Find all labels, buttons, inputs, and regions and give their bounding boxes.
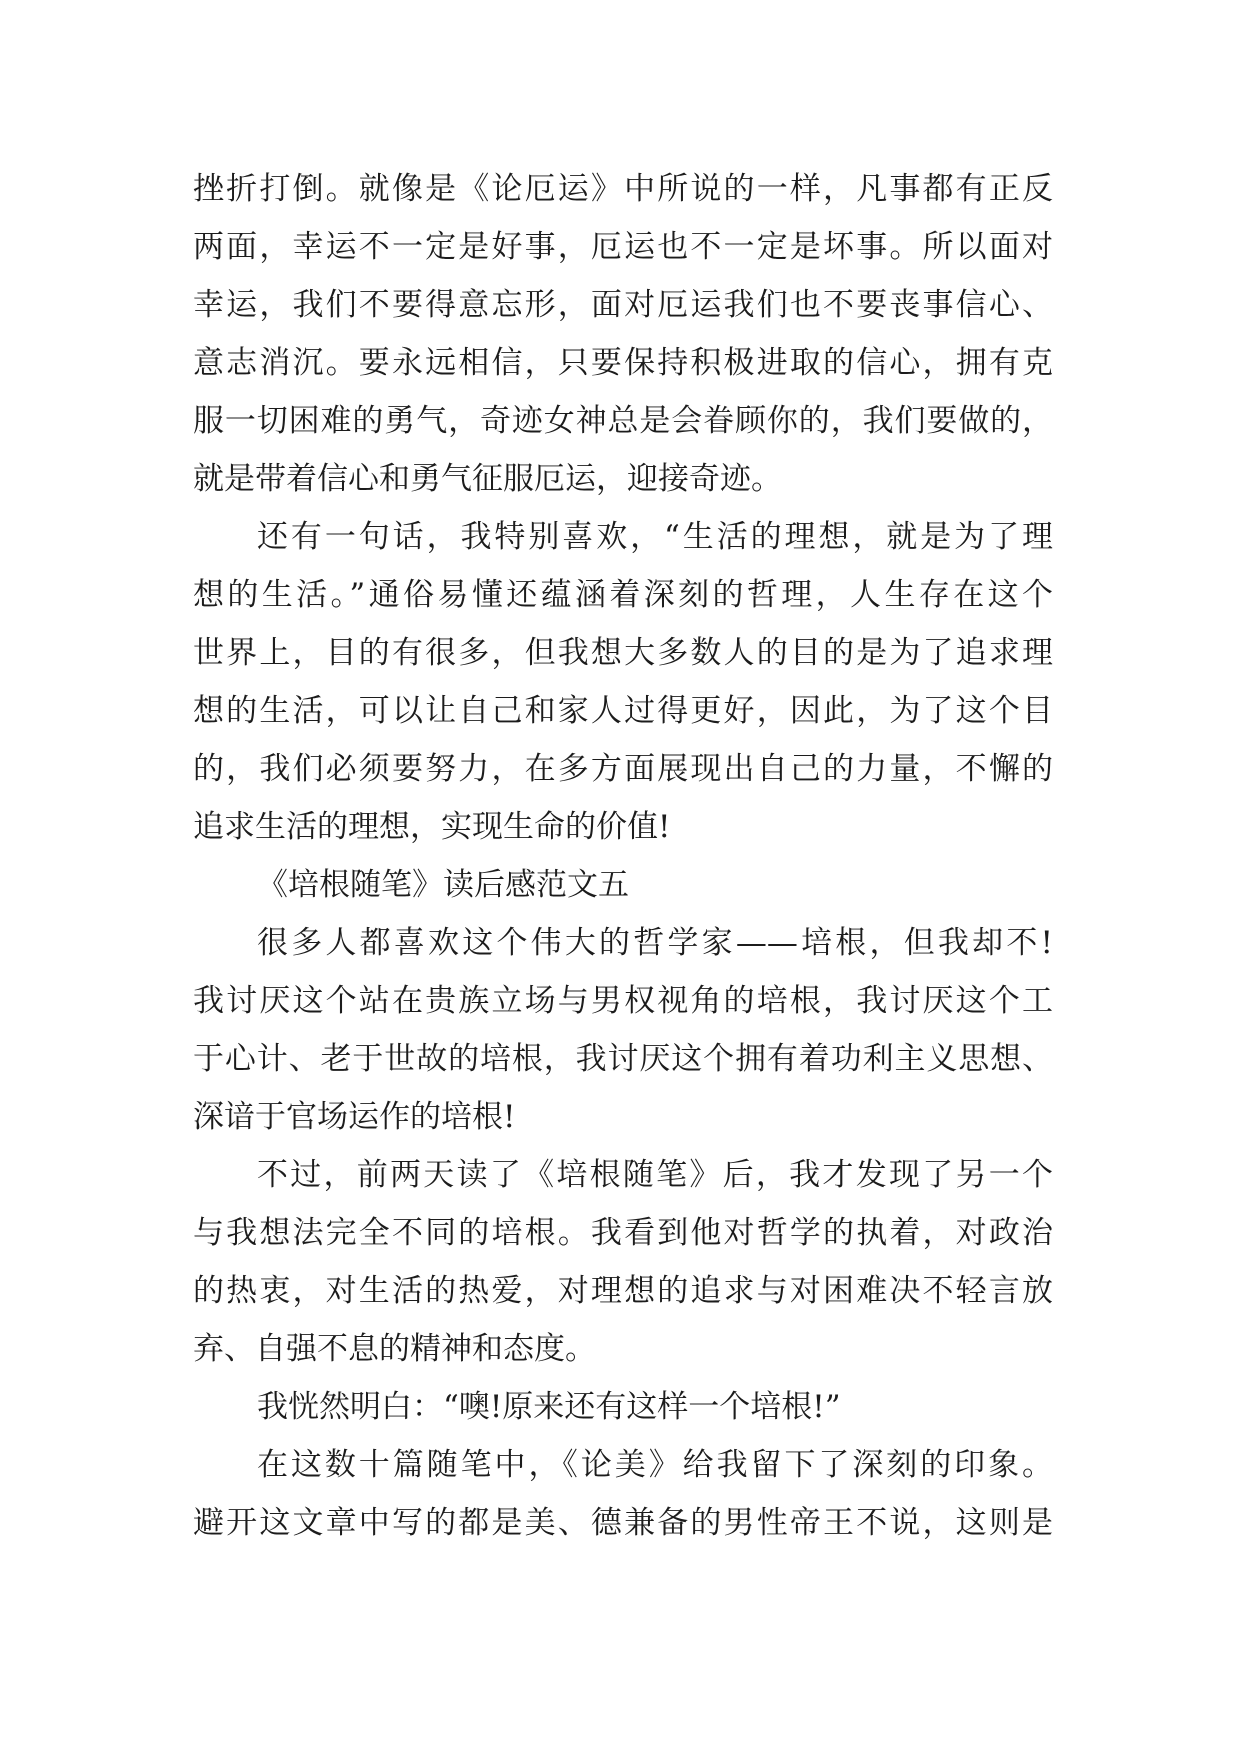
text-line: 想的生活。”通俗易懂还蕴涵着深刻的哲理，人生存在这个 <box>193 577 1053 613</box>
text-line: 深谙于官场运作的培根! <box>193 1099 516 1135</box>
text-line: 想的生活，可以让自己和家人过得更好，因此，为了这个目 <box>193 693 1053 729</box>
paragraph-start-line: 不过，前两天读了《培根随笔》后，我才发现了另一个 <box>257 1157 1053 1193</box>
text-line: 的热衷，对生活的热爱，对理想的追求与对困难决不轻言放 <box>193 1273 1053 1309</box>
text-line: 与我想法完全不同的培根。我看到他对哲学的执着，对政治 <box>193 1215 1053 1251</box>
text-line: 我讨厌这个站在贵族立场与男权视角的培根，我讨厌这个工 <box>193 983 1053 1019</box>
text-line: 幸运，我们不要得意忘形，面对厄运我们也不要丧事信心、 <box>193 287 1053 323</box>
text-line: 服一切困难的勇气，奇迹女神总是会眷顾你的，我们要做的， <box>193 403 1053 439</box>
text-line: 的，我们必须要努力，在多方面展现出自己的力量，不懈的 <box>193 751 1053 787</box>
text-line: 追求生活的理想，实现生命的价值! <box>193 809 671 845</box>
text-line: 就是带着信心和勇气征服厄运，迎接奇迹。 <box>193 461 782 497</box>
paragraph-start-line: 在这数十篇随笔中，《论美》给我留下了深刻的印象。 <box>257 1447 1053 1483</box>
text-line: 挫折打倒。就像是《论厄运》中所说的一样，凡事都有正反 <box>193 171 1053 207</box>
text-line: 弃、自强不息的精神和态度。 <box>193 1331 596 1367</box>
paragraph-start-line: 我恍然明白：“噢!原来还有这样一个培根!” <box>257 1389 841 1425</box>
text-line: 世界上，目的有很多，但我想大多数人的目的是为了追求理 <box>193 635 1053 671</box>
document-body <box>193 160 1053 1552</box>
section-heading: 《培根随笔》读后感范文五 <box>257 867 629 903</box>
text-line: 两面，幸运不一定是好事，厄运也不一定是坏事。所以面对 <box>193 229 1053 265</box>
text-line: 避开这文章中写的都是美、德兼备的男性帝王不说，这则是 <box>193 1505 1053 1541</box>
paragraph-start-line: 还有一句话，我特别喜欢，“生活的理想，就是为了理 <box>257 519 1053 555</box>
text-line: 于心计、老于世故的培根，我讨厌这个拥有着功利主义思想、 <box>193 1041 1053 1077</box>
text-line: 意志消沉。要永远相信，只要保持积极进取的信心，拥有克 <box>193 345 1053 381</box>
paragraph-start-line: 很多人都喜欢这个伟大的哲学家——培根，但我却不! <box>257 925 1053 961</box>
